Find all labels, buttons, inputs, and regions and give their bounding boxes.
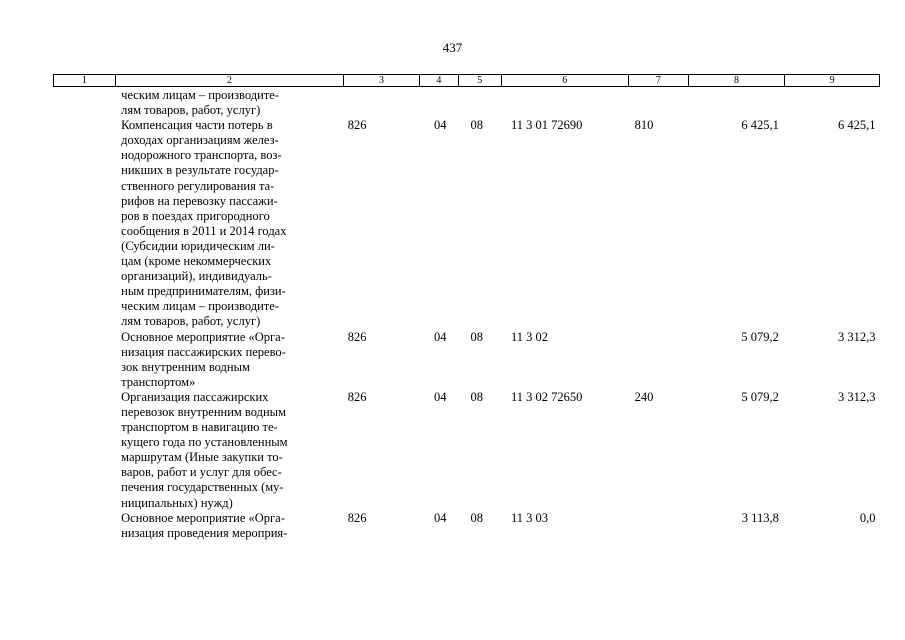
cell-c8: 6 425,1 bbox=[741, 118, 779, 133]
cell-col-1 bbox=[54, 118, 116, 329]
item-name-line: организаций), индивидуаль- bbox=[121, 269, 272, 284]
column-header: 1 bbox=[54, 75, 116, 87]
column-header: 5 bbox=[459, 75, 502, 87]
table-row bbox=[54, 118, 880, 329]
item-name-line: ческим лицам – производите- bbox=[121, 88, 279, 102]
item-name-line: Организация пассажирских bbox=[121, 389, 269, 404]
cell-c5: 08 bbox=[470, 510, 483, 525]
cell-c8: 5 079,2 bbox=[741, 329, 779, 344]
column-header: 3 bbox=[344, 75, 419, 87]
cell-col-1 bbox=[54, 87, 116, 119]
cell-c3 bbox=[344, 87, 419, 119]
item-name-line: ниципальных) нужд) bbox=[121, 495, 233, 510]
item-name-line: варов, работ и услуг для обес- bbox=[121, 465, 282, 480]
column-header: 2 bbox=[115, 75, 344, 87]
cell-c5: 08 bbox=[470, 389, 483, 404]
item-name-line: кущего года по установленным bbox=[121, 435, 288, 450]
item-name-line: зок внутренним водным bbox=[121, 359, 250, 374]
budget-table bbox=[53, 74, 880, 541]
table-row bbox=[54, 330, 880, 390]
page-number: 437 bbox=[442, 40, 463, 55]
cell-c4: 04 bbox=[434, 329, 447, 344]
table-body bbox=[54, 87, 880, 541]
item-name-line: никших в результате госудаp- bbox=[121, 163, 279, 178]
item-name-line: Основное мероприятие «Орга- bbox=[121, 329, 285, 344]
cell-item-name bbox=[115, 390, 344, 511]
item-name-line: ческим лицам – производите- bbox=[121, 299, 279, 314]
item-name-line: ственного регулирования та- bbox=[121, 178, 275, 193]
cell-c7 bbox=[629, 511, 689, 541]
cell-c4 bbox=[419, 87, 458, 119]
cell-c7 bbox=[629, 330, 689, 390]
cell-c3: 826 bbox=[347, 389, 367, 404]
item-name-line: (Субсидии юридическим ли- bbox=[121, 238, 275, 253]
table-row bbox=[54, 87, 880, 119]
cell-c6: 11 3 02 bbox=[511, 329, 549, 344]
item-name-line: транспортом в навигацию те- bbox=[121, 420, 278, 435]
cell-c7 bbox=[629, 87, 689, 119]
cell-item-name bbox=[115, 118, 344, 329]
item-name-line: низация проведения мероприя- bbox=[121, 525, 288, 540]
item-name-line: лям товаров, работ, услуг) bbox=[121, 103, 261, 118]
cell-c5: 08 bbox=[470, 118, 483, 133]
item-name-line: Основное мероприятие «Орга- bbox=[121, 510, 285, 525]
cell-c6 bbox=[501, 87, 629, 119]
cell-c9: 3 312,3 bbox=[838, 329, 876, 344]
cell-c4: 04 bbox=[434, 118, 447, 133]
table-row bbox=[54, 390, 880, 511]
column-header: 4 bbox=[419, 75, 458, 87]
column-number-row bbox=[54, 75, 880, 87]
cell-c5 bbox=[459, 87, 502, 119]
cell-c9: 0,0 bbox=[859, 510, 876, 525]
item-name-line: печения государственных (му- bbox=[121, 480, 284, 495]
cell-c9: 3 312,3 bbox=[838, 389, 876, 404]
item-name-line: низация пассажирских перево- bbox=[121, 344, 286, 359]
cell-col-1 bbox=[54, 390, 116, 511]
cell-c9 bbox=[785, 87, 880, 119]
cell-c6: 11 3 03 bbox=[511, 510, 549, 525]
column-header: 7 bbox=[629, 75, 689, 87]
cell-c8: 5 079,2 bbox=[741, 389, 779, 404]
item-name-line: лям товаров, работ, услуг) bbox=[121, 314, 261, 329]
item-name-line: сообщения в 2011 и 2014 годах bbox=[121, 223, 287, 238]
cell-col-1 bbox=[54, 330, 116, 390]
item-name-line: рифов на перевозку пассажи- bbox=[121, 193, 278, 208]
cell-c3: 826 bbox=[347, 118, 367, 133]
cell-c8: 3 113,8 bbox=[741, 510, 779, 525]
item-name-line: ным предпринимателям, физи- bbox=[121, 284, 286, 299]
cell-item-name bbox=[115, 511, 344, 541]
cell-c6: 11 3 02 72650 bbox=[511, 389, 583, 404]
cell-c6: 11 3 01 72690 bbox=[511, 118, 583, 133]
cell-c4: 04 bbox=[434, 510, 447, 525]
cell-item-name bbox=[115, 330, 344, 390]
column-header: 8 bbox=[688, 75, 785, 87]
table-row bbox=[54, 511, 880, 541]
item-name-line: ров в поездах пригородного bbox=[121, 208, 270, 223]
item-name-line: нодорожного транспорта, воз- bbox=[121, 148, 282, 163]
cell-c7: 240 bbox=[634, 389, 654, 404]
cell-item-name bbox=[115, 87, 344, 119]
cell-col-1 bbox=[54, 511, 116, 541]
item-name-line: Компенсация части потерь в bbox=[121, 118, 273, 133]
item-name-line: перевозок внутренним водным bbox=[121, 404, 286, 419]
cell-c8 bbox=[688, 87, 785, 119]
cell-c9: 6 425,1 bbox=[838, 118, 876, 133]
column-header: 6 bbox=[501, 75, 629, 87]
item-name-line: доходах организациям желез- bbox=[121, 133, 279, 148]
cell-c4: 04 bbox=[434, 389, 447, 404]
item-name-line: маршрутам (Иные закупки то- bbox=[121, 450, 283, 465]
item-name-line: цам (кроме некоммерческих bbox=[121, 254, 272, 269]
item-name-line: транспортом» bbox=[121, 374, 196, 389]
cell-c7: 810 bbox=[634, 118, 654, 133]
cell-c5: 08 bbox=[470, 329, 483, 344]
cell-c3: 826 bbox=[347, 510, 367, 525]
cell-c3: 826 bbox=[347, 329, 367, 344]
column-header: 9 bbox=[785, 75, 880, 87]
